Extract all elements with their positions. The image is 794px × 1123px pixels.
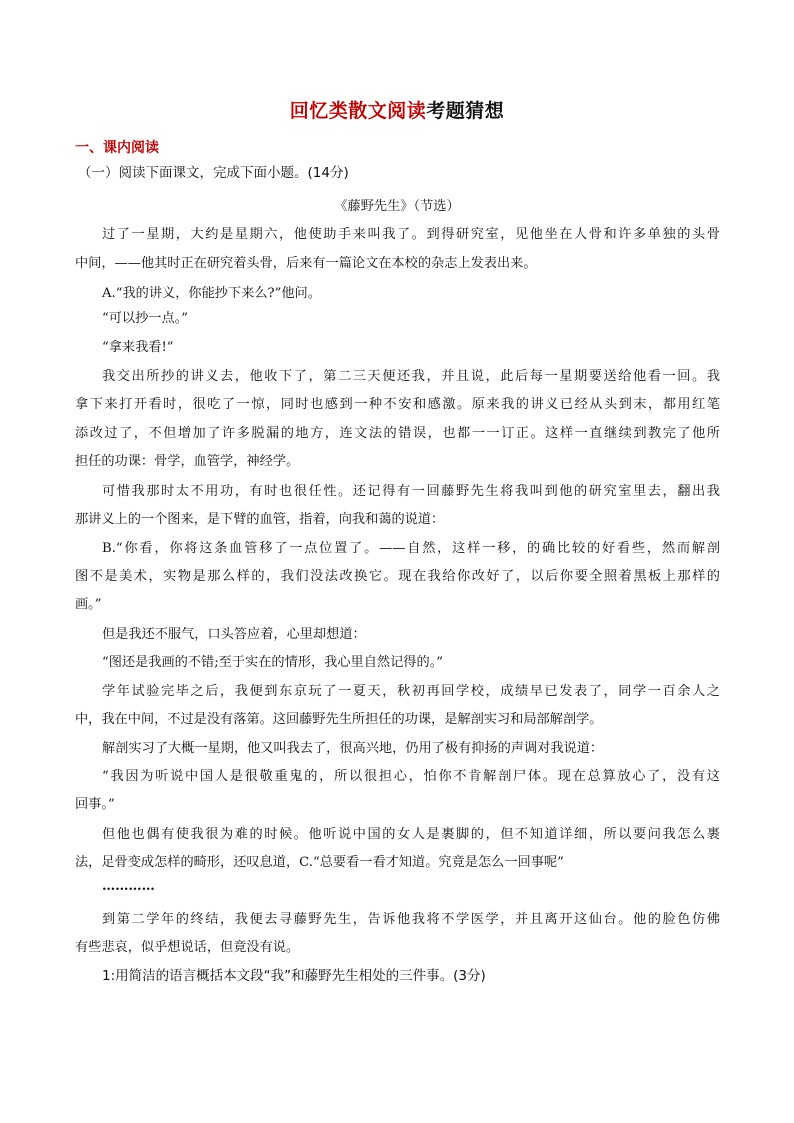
text-line: 图不是美术，实物是那么样的，我们没法改换它。现在我给你改好了，以后你要全照着黑板上那样的 [75, 569, 720, 584]
text-line: A.“我的讲义，你能抄下来么?”他问。 [102, 286, 321, 301]
text-line: 但是我还不服气，口头答应着，心里却想道： [102, 627, 366, 642]
text-line: “可以抄一点。” [102, 311, 189, 326]
question-1: 1:用简洁的语言概括本文段“我”和藤野先生相处的三件事。(3分) [102, 968, 486, 984]
text-line: 添改过了，不但增加了许多脱漏的地方，连文法的错误，也都一一订正。这样一直继续到教完了他所 [75, 426, 720, 441]
text-line: 中，我在中间，不过是没有落第。这回藤野先生所担任的功课，是解剖实习和局部解剖学。 [75, 712, 603, 727]
section-heading: 一、课内阅读 [75, 140, 159, 156]
text-line: “拿来我看!” [102, 340, 174, 355]
text-line: 中间，——他其时正在研究着头骨，后来有一篇论文在本校的杂志上发表出来。 [75, 256, 537, 271]
text-line: 过了一星期，大约是星期六，他使助手来叫我了。到得研究室，见他坐在人骨和许多单独的头骨 [102, 227, 720, 242]
title-black-part: 考题猜想 [426, 100, 505, 122]
ellipsis-line: ………… [102, 879, 155, 894]
text-line: 拿下来打开看时，很吃了一惊，同时也感到一种不安和感激。原来我的讲义已经从头到末，都用红笔 [75, 397, 720, 412]
text-line: 可惜我那时太不用功，有时也很任性。还记得有一回藤野先生将我叫到他的研究室里去，翻出我 [102, 484, 720, 499]
text-line: 有些悲哀，似乎想说话，但竟没有说。 [75, 940, 300, 955]
text-line: 我交出所抄的讲义去，他收下了，第二三天便还我，并且说，此后每一星期要送给他看一回。我 [102, 369, 720, 384]
work-title: 《藤野先生》（节选） [334, 199, 460, 214]
text-line: “我因为听说中国人是很敬重鬼的，所以很担心，怕你不肯解剖尸体。现在总算放心了，没有这 [102, 769, 720, 784]
page-title [0, 96, 794, 123]
title-red-part: 回忆类散文阅读 [289, 100, 427, 122]
text-line: B.“你看，你将这条血管移了一点位置了。——自然，这样一移，的确比较的好看些，然而解剖 [102, 541, 720, 556]
text-line: 担任的功课：骨学，血管学，神经学。 [75, 454, 300, 469]
text-line: 法，足骨变成怎样的畸形，还叹息道，C.“总要看一看才知道。究竟是怎么一回事呢” [75, 855, 564, 870]
text-line: 那讲义上的一个图来，是下臂的血管，指着，向我和蔼的说道： [75, 512, 445, 527]
instruction-text: （一）阅读下面课文，完成下面小题。(14分) [78, 165, 349, 181]
text-line: “图还是我画的不错;至于实在的情形，我心里自然记得的。” [102, 655, 444, 670]
text-line: 画。” [75, 597, 102, 612]
text-line: 学年试验完毕之后，我便到东京玩了一夏天，秋初再回学校，成绩早已发表了，同学一百余人之 [102, 684, 720, 699]
text-line: 回事。” [75, 797, 115, 812]
text-line: 但他也偶有使我很为难的时候。他听说中国的女人是裹脚的，但不知道详细，所以要问我怎么裹 [102, 827, 720, 842]
text-line: 解剖实习了大概一星期，他又叫我去了，很高兴地，仍用了极有抑扬的声调对我说道： [102, 741, 604, 756]
text-line: 到第二学年的终结，我便去寻藤野先生，告诉他我将不学医学，并且离开这仙台。他的脸色仿佛 [102, 912, 720, 927]
